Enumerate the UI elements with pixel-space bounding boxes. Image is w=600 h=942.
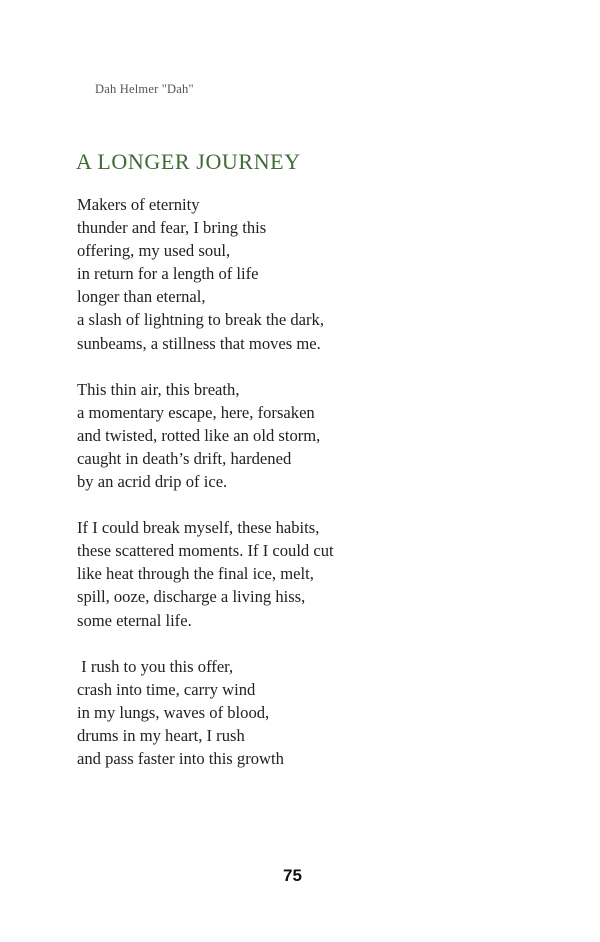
poem-line: Makers of eternity [77,195,200,214]
poem-line: If I could break myself, these habits, [77,518,320,538]
poem-line: like heat through the final ice, melt, [77,564,314,584]
poem-line: caught in death’s drift, hardened [77,448,292,468]
poem-line: a momentary escape, here, forsaken [77,402,315,422]
poem-line: spill, ooze, discharge a living hiss, [77,587,306,607]
poem-line: sunbeams, a stillness that moves me. [77,333,321,353]
stanza-2 [77,378,537,493]
poem-title: A LONGER JOURNEY [76,149,301,174]
poem-line: in return for a length of life [77,264,259,284]
poem-line: drums in my heart, I rush [77,725,245,745]
stanza-1 [77,193,537,355]
poem-line: and twisted, rotted like an old storm, [77,425,321,445]
poem-line: This thin air, this breath, [77,379,240,399]
page-number: 75 [283,866,302,885]
poem-line: in my lungs, waves of blood, [77,702,270,722]
poem-line: these scattered moments. If I could cut [77,541,334,561]
poem-line: longer than eternal, [77,287,206,307]
poem-body [77,193,537,793]
poem-line: by an acrid drip of ice. [77,472,228,492]
poem-line: some eternal life. [77,610,192,630]
running-header: Dah Helmer "Dah" [95,82,194,96]
poem-line: I rush to you this offer, [77,656,234,676]
poem-line: thunder and fear, I bring this [77,218,267,238]
poem-line: offering, my used soul, [77,241,231,261]
poem-line: and pass faster into this growth [77,748,284,768]
poem-line: a slash of lightning to break the dark, [77,310,325,330]
stanza-3 [77,516,537,631]
stanza-4 [77,655,537,770]
poem-line: crash into time, carry wind [77,679,256,699]
